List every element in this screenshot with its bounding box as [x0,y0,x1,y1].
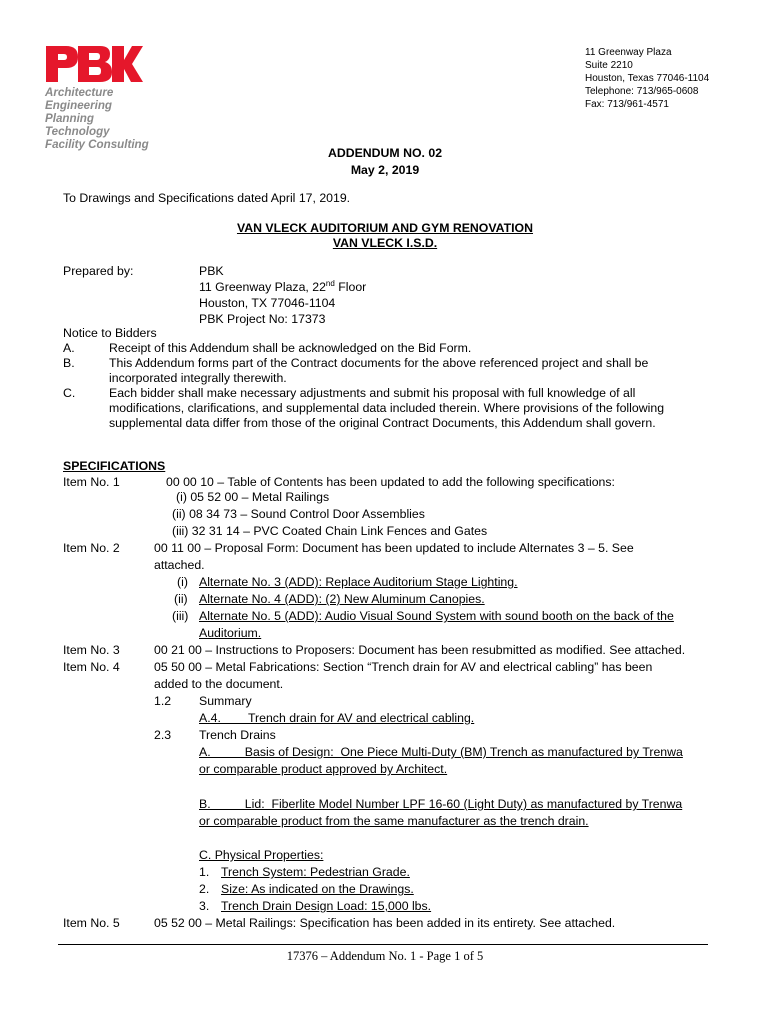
item-sub-num: (i) [177,575,188,589]
notice-letter: C. [63,386,76,400]
tagline-line: Facility Consulting [45,138,149,151]
prepared-project-no: PBK Project No: 17373 [199,312,326,326]
section-line: or comparable product approved by Architect. [199,762,448,776]
item-sub: Alternate No. 5 (ADD): Audio Visual Sound System with sound booth on the back of the [199,609,674,623]
item-label: Item No. 4 [63,660,120,674]
address-line: Fax: 713/961-4571 [585,99,669,110]
item-sub: (ii) 08 34 73 – Sound Control Door Assemblies [172,507,425,521]
tagline-line: Architecture [45,86,114,99]
pbk-logo [44,44,144,84]
address-line: Suite 2210 [585,60,633,71]
section-line: C. Physical Properties: [199,848,324,862]
project-title: VAN VLECK AUDITORIUM AND GYM RENOVATION [236,221,534,235]
notice-heading: Notice to Bidders [63,326,157,340]
item-text: 00 11 00 – Proposal Form: Document has been updated to include Alternates 3 – 5. See [154,541,634,555]
item-sub: Alternate No. 3 (ADD): Replace Auditorium Stage Lighting. [199,575,518,589]
property-text: Size: As indicated on the Drawings. [221,882,414,896]
section-line: B. Lid: Fiberlite Model Number LPF 16-60 (Light Duty) as manufactured by Trenwa [199,797,683,811]
item-text: 00 21 00 – Instructions to Proposers: Document has been resubmitted as modified. See attached. [154,643,686,657]
section-line: or comparable product from the same manufacturer as the trench drain. [199,814,589,828]
footer-divider [58,944,708,945]
item-text: 05 52 00 – Metal Railings: Specification has been added in its entirety. See attached. [154,916,616,930]
item-label: Item No. 1 [63,475,120,489]
address-line: Telephone: 713/965-0608 [585,86,699,97]
section-line: A.4. Trench drain for AV and electrical cabling. [199,711,475,725]
prepared-name: PBK [199,264,224,278]
project-district: VAN VLECK I.S.D. [332,236,438,250]
notice-text: modifications, clarifications, and supplemental data included therein. Where provisions of the following [109,401,665,415]
prepared-address: 11 Greenway Plaza, 22nd Floor [199,279,367,294]
section-line: A. Basis of Design: One Piece Multi-Duty (BM) Trench as manufactured by Trenwa [199,745,683,759]
item-label: Item No. 5 [63,916,120,930]
property-text: Trench Drain Design Load: 15,000 lbs. [221,899,432,913]
item-sub: Auditorium. [199,626,262,640]
notice-letter: A. [63,341,75,355]
item-label: Item No. 2 [63,541,120,555]
notice-text: Receipt of this Addendum shall be acknowledged on the Bid Form. [109,341,472,355]
notice-text: incorporated integrally therewith. [109,371,287,385]
notice-text: This Addendum forms part of the Contract documents for the above referenced project and shall be [109,356,649,370]
section-num: 1.2 [154,694,172,708]
notice-letter: B. [63,356,75,370]
page-footer: 17376 – Addendum No. 1 - Page 1 of 5 [286,949,484,963]
addendum-title: ADDENDUM NO. 02 [327,146,443,160]
item-sub-num: (iii) [172,609,189,623]
item-text: 05 50 00 – Metal Fabrications: Section “Trench drain for AV and electrical cabling” has been [154,660,653,674]
property-num: 2. [199,882,210,896]
property-text: Trench System: Pedestrian Grade. [221,865,410,879]
property-num: 1. [199,865,210,879]
item-sub: (iii) 32 31 14 – PVC Coated Chain Link Fences and Gates [172,524,488,538]
item-sub: Alternate No. 4 (ADD): (2) New Aluminum Canopies. [199,592,485,606]
item-text: 00 00 10 – Table of Contents has been updated to add the following specifications: [166,475,615,489]
item-text: added to the document. [154,677,284,691]
item-label: Item No. 3 [63,643,120,657]
prepared-label: Prepared by: [63,264,134,278]
addendum-date: May 2, 2019 [350,163,420,177]
address-line: Houston, Texas 77046-1104 [585,73,710,84]
address-line: 11 Greenway Plaza [585,47,672,58]
tagline-line: Planning [45,112,94,125]
item-sub: (i) 05 52 00 – Metal Railings [176,490,330,504]
prepared-city: Houston, TX 77046-1104 [199,296,336,310]
tagline-line: Engineering [45,99,112,112]
section-num: 2.3 [154,728,172,742]
notice-text: supplemental data differ from those of the original Contract Documents, this Addendum shall govern. [109,416,656,430]
item-text: attached. [154,558,205,572]
specs-heading: SPECIFICATIONS [63,459,166,473]
property-num: 3. [199,899,210,913]
section-title: Summary [199,694,252,708]
notice-text: Each bidder shall make necessary adjustments and submit his proposal with full knowledge of all [109,386,636,400]
item-sub-num: (ii) [174,592,188,606]
intro-text: To Drawings and Specifications dated April 17, 2019. [63,191,351,205]
section-title: Trench Drains [199,728,276,742]
tagline-line: Technology [45,125,110,138]
